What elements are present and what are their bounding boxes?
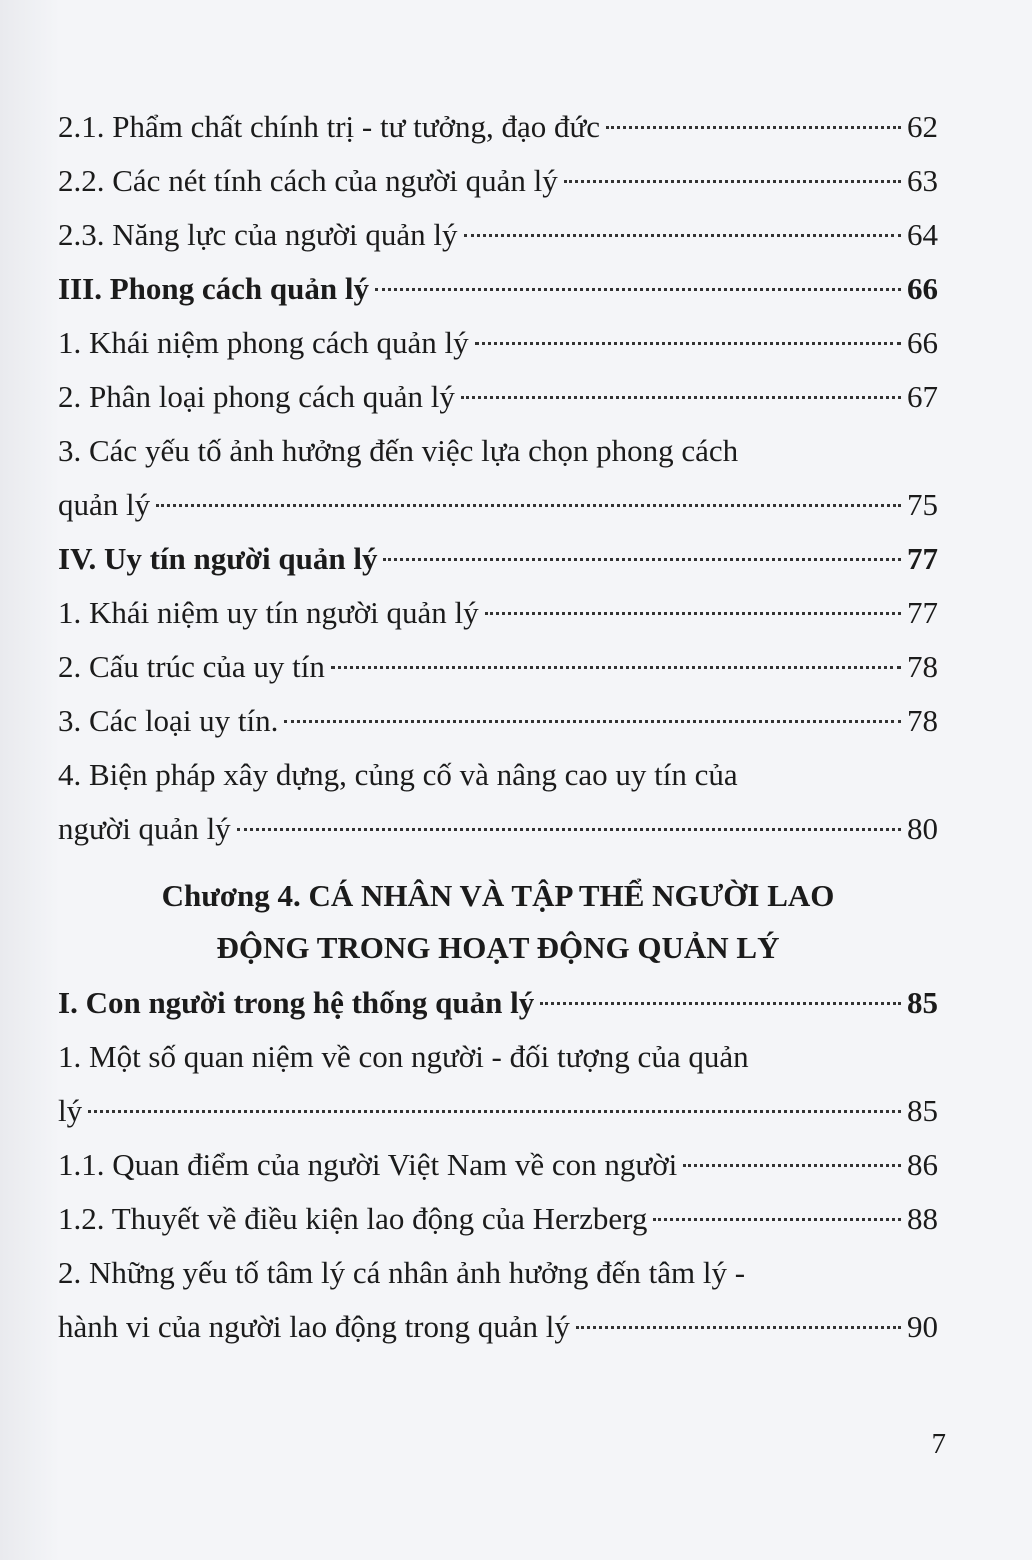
toc-entry-label: 1. Khái niệm phong cách quản lý xyxy=(58,325,469,360)
toc-entry xyxy=(58,1138,938,1192)
toc-entry xyxy=(58,100,938,154)
toc-entry-page: 88 xyxy=(907,1201,938,1236)
toc-section xyxy=(58,532,938,586)
toc-entry-page: 66 xyxy=(907,325,938,360)
toc-entry-page: 67 xyxy=(907,379,938,414)
dot-leader xyxy=(475,342,901,345)
toc-entry xyxy=(58,154,938,208)
toc-section xyxy=(58,976,938,1030)
table-of-contents xyxy=(58,100,938,1354)
dot-leader xyxy=(156,504,901,507)
toc-entry-wrapped-line: 3. Các yếu tố ảnh hưởng đến việc lựa chọn phong cách xyxy=(58,433,739,468)
dot-leader xyxy=(237,828,901,831)
page-number: 7 xyxy=(931,1428,946,1460)
dot-leader xyxy=(653,1218,901,1221)
toc-entry xyxy=(58,478,938,532)
dot-leader xyxy=(485,612,901,615)
toc-section-page: 66 xyxy=(907,271,938,306)
toc-entry-page: 77 xyxy=(907,595,938,630)
toc-section-label: III. Phong cách quản lý xyxy=(58,271,369,306)
toc-entry xyxy=(58,370,938,424)
toc-entry-wrapped-line: 1. Một số quan niệm về con người - đối tượng của quản xyxy=(58,1039,749,1074)
toc-entry xyxy=(58,1300,938,1354)
chapter-heading-line: Chương 4. CÁ NHÂN VÀ TẬP THỂ NGƯỜI LAO xyxy=(161,878,835,913)
toc-entry-page: 62 xyxy=(907,109,938,144)
toc-entry-wrapped-line: 2. Những yếu tố tâm lý cá nhân ảnh hưởng đến tâm lý - xyxy=(58,1255,746,1290)
toc-entry-label: lý xyxy=(58,1093,83,1128)
toc-entry xyxy=(58,208,938,262)
toc-section xyxy=(58,262,938,316)
dot-leader xyxy=(464,234,901,237)
toc-entry xyxy=(58,694,938,748)
toc-entry-page: 75 xyxy=(907,487,938,522)
dot-leader xyxy=(461,396,901,399)
dot-leader xyxy=(88,1110,901,1113)
toc-entry-page: 90 xyxy=(907,1309,938,1344)
toc-entry-label: 2.3. Năng lực của người quản lý xyxy=(58,217,458,252)
toc-entry-label: 1.1. Quan điểm của người Việt Nam về con người xyxy=(58,1147,678,1182)
toc-entry xyxy=(58,316,938,370)
toc-entry xyxy=(58,802,938,856)
toc-entry-label: 2. Cấu trúc của uy tín xyxy=(58,649,325,684)
toc-entry-page: 78 xyxy=(907,649,938,684)
dot-leader xyxy=(606,126,901,129)
toc-entry xyxy=(58,640,938,694)
dot-leader xyxy=(383,558,901,561)
toc-entry-label: 2.2. Các nét tính cách của người quản lý xyxy=(58,163,558,198)
toc-entry-label: hành vi của người lao động trong quản lý xyxy=(58,1309,570,1344)
toc-section-page: 85 xyxy=(907,985,938,1020)
toc-entry xyxy=(58,586,938,640)
chapter-heading-line: ĐỘNG TRONG HOẠT ĐỘNG QUẢN LÝ xyxy=(216,930,780,965)
dot-leader xyxy=(683,1164,901,1167)
toc-entry-label: 2. Phân loại phong cách quản lý xyxy=(58,379,455,414)
dot-leader xyxy=(576,1326,901,1329)
toc-section-label: I. Con người trong hệ thống quản lý xyxy=(58,985,535,1020)
dot-leader xyxy=(331,666,901,669)
toc-entry-page: 63 xyxy=(907,163,938,198)
toc-entry-label: quản lý xyxy=(58,487,151,522)
toc-entry-page: 86 xyxy=(907,1147,938,1182)
toc-entry-page: 64 xyxy=(907,217,938,252)
chapter-heading xyxy=(58,870,938,974)
toc-section-page: 77 xyxy=(907,541,938,576)
toc-entry xyxy=(58,1084,938,1138)
dot-leader xyxy=(564,180,901,183)
toc-entry-label: 1. Khái niệm uy tín người quản lý xyxy=(58,595,479,630)
toc-entry-label: người quản lý xyxy=(58,811,231,846)
toc-entry-label: 1.2. Thuyết về điều kiện lao động của Herzberg xyxy=(58,1201,648,1236)
toc-entry-page: 80 xyxy=(907,811,938,846)
toc-entry-page: 78 xyxy=(907,703,938,738)
toc-entry-wrapped-line: 4. Biện pháp xây dựng, củng cố và nâng cao uy tín của xyxy=(58,757,738,792)
toc-entry xyxy=(58,1192,938,1246)
dot-leader xyxy=(540,1002,901,1005)
dot-leader xyxy=(284,720,901,723)
toc-section-label: IV. Uy tín người quản lý xyxy=(58,541,378,576)
toc-entry-page: 85 xyxy=(907,1093,938,1128)
toc-entry-label: 3. Các loại uy tín. xyxy=(58,703,279,738)
dot-leader xyxy=(375,288,901,291)
toc-entry-label: 2.1. Phẩm chất chính trị - tư tưởng, đạo đức xyxy=(58,109,601,144)
